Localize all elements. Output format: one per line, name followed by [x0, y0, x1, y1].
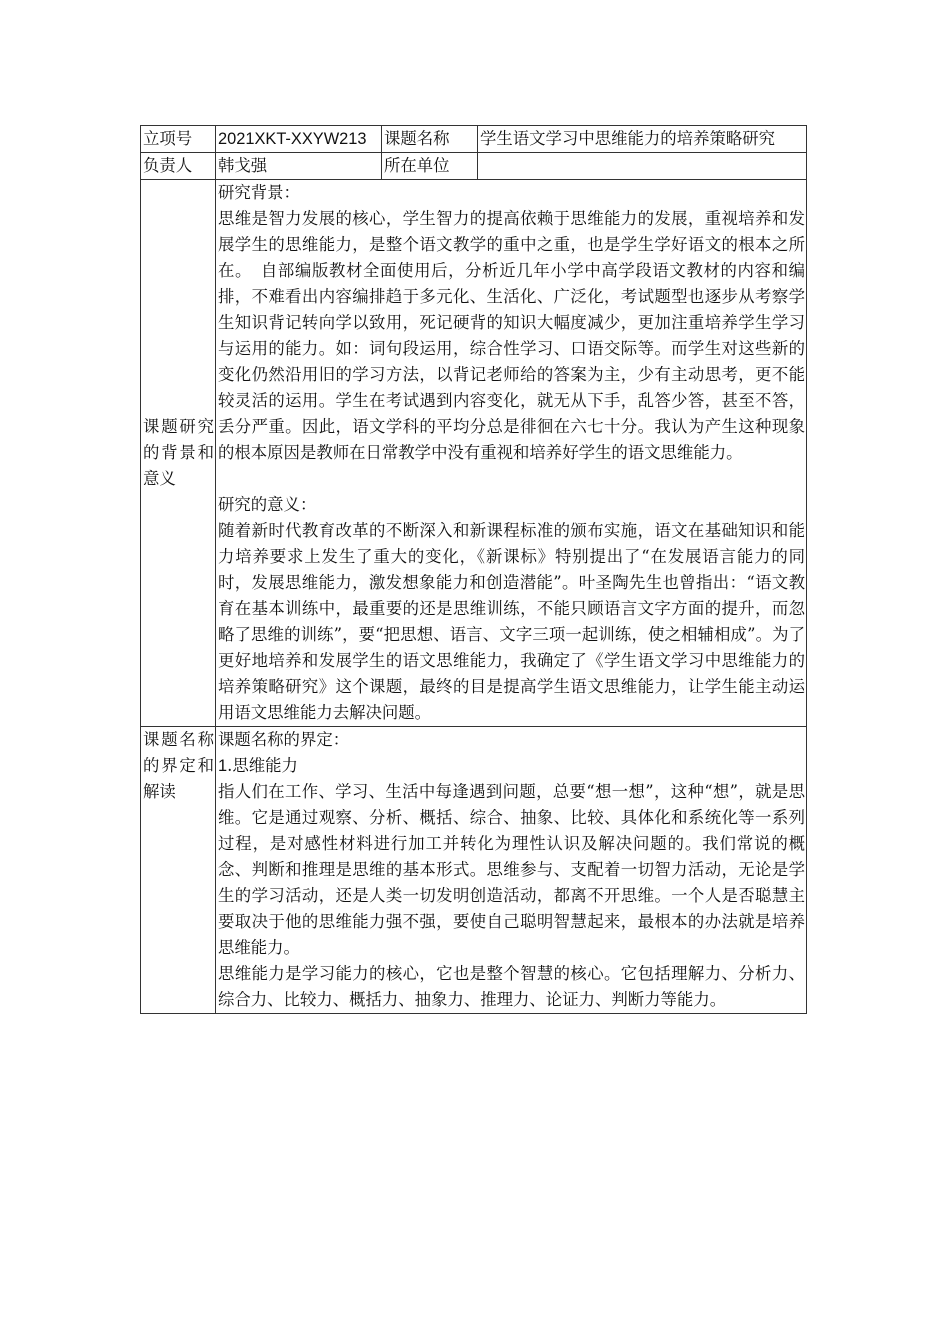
definition-label: 课题名称的界定和解读 [141, 727, 216, 1014]
application-form [140, 125, 806, 1014]
definition-paragraph-2: 思维能力是学习能力的核心，它也是整个智慧的核心。它包括理解力、分析力、综合力、比较力、概括力、抽象力、推理力、论证力、判断力等能力。 [218, 964, 805, 1009]
topic-value: 学生语文学习中思维能力的培养策略研究 [478, 126, 807, 153]
leader-label: 负责人 [141, 153, 216, 180]
background-content [216, 180, 807, 727]
form-table [140, 125, 807, 1014]
item1-title: .思维能力 [227, 756, 298, 775]
background-heading: 研究背景： [218, 183, 300, 202]
item1-number: 1 [218, 757, 228, 775]
row-project [141, 126, 807, 153]
leader-value: 韩戈强 [216, 153, 382, 180]
item1-heading [218, 753, 805, 779]
significance-text: 随着新时代教育改革的不断深入和新课程标准的颁布实施，语文在基础知识和能力培养要求上发生了重大的变化，《新课标》特别提出了“在发展语言能力的同时，发展思维能力，激发想象能力和创造潜能”。叶圣陶先生也曾指出：“语文教育在基本训练中，最重要的还是思维训练，不能只顾语言文字方面的提升，而忽略了思维的训练”，要“把思想、语言、文字三项一起训练，使之相辅相成”。为了更好地培养和发展学生的语文思维能力，我确定了《学生语文学习中思维能力的培养策略研究》这个课题，最终的目是提高学生语文思维能力，让学生能主动运用语文思维能力去解决问题。 [218, 521, 805, 722]
significance-heading: 研究的意义： [218, 495, 317, 514]
definition-paragraph-1: 指人们在工作、学习、生活中每逢遇到问题，总要“想一想”，这种“想”，就是思维。它是通过观察、分析、概括、综合、抽象、比较、具体化和系统化等一系列过程，是对感性材料进行加工并转化为理性认识及解决问题的。我们常说的概念、判断和推理是思维的基本形式。思维参与、支配着一切智力活动，无论是学生的学习活动，还是人类一切发明创造活动，都离不开思维。一个人是否聪慧主要取决于他的思维能力强不强，要使自己聪明智慧起来，最根本的办法就是培养思维能力。 [218, 782, 805, 957]
project-no-value: 2021XKT-XXYW213 [216, 126, 382, 153]
unit-value [478, 153, 807, 180]
topic-label: 课题名称 [382, 126, 478, 153]
project-no-label: 立项号 [141, 126, 216, 153]
row-background [141, 180, 807, 727]
background-text: 思维是智力发展的核心，学生智力的提高依赖于思维能力的发展，重视培养和发展学生的思维能力，是整个语文教学的重中之重，也是学生学好语文的根本之所在。 自部编版教材全面使用后，分析近几年小学中高学段语文教材的内容和编排，不难看出内容编排趋于多元化、生活化、广泛化，考试题型也逐步从考察学生知识背记转向学以致用，死记硬背的知识大幅度减少，更加注重培养学生学习与运用的能力。如：词句段运用，综合性学习、口语交际等。而学生对这些新的变化仍然沿用旧的学习方法，以背记老师给的答案为主，少有主动思考，更不能较灵活的运用。学生在考试遇到内容变化，就无从下手，乱答少答，甚至不答，丢分严重。因此，语文学科的平均分总是徘徊在六七十分。我认为产生这种现象的根本原因是教师在日常教学中没有重视和培养好学生的语文思维能力。 [218, 209, 805, 462]
definition-heading: 课题名称的界定： [218, 730, 350, 749]
unit-label: 所在单位 [382, 153, 478, 180]
row-leader [141, 153, 807, 180]
definition-content [216, 727, 807, 1014]
background-label: 课题研究的背景和意义 [141, 180, 216, 727]
row-definition [141, 727, 807, 1014]
blank-line [218, 466, 805, 492]
